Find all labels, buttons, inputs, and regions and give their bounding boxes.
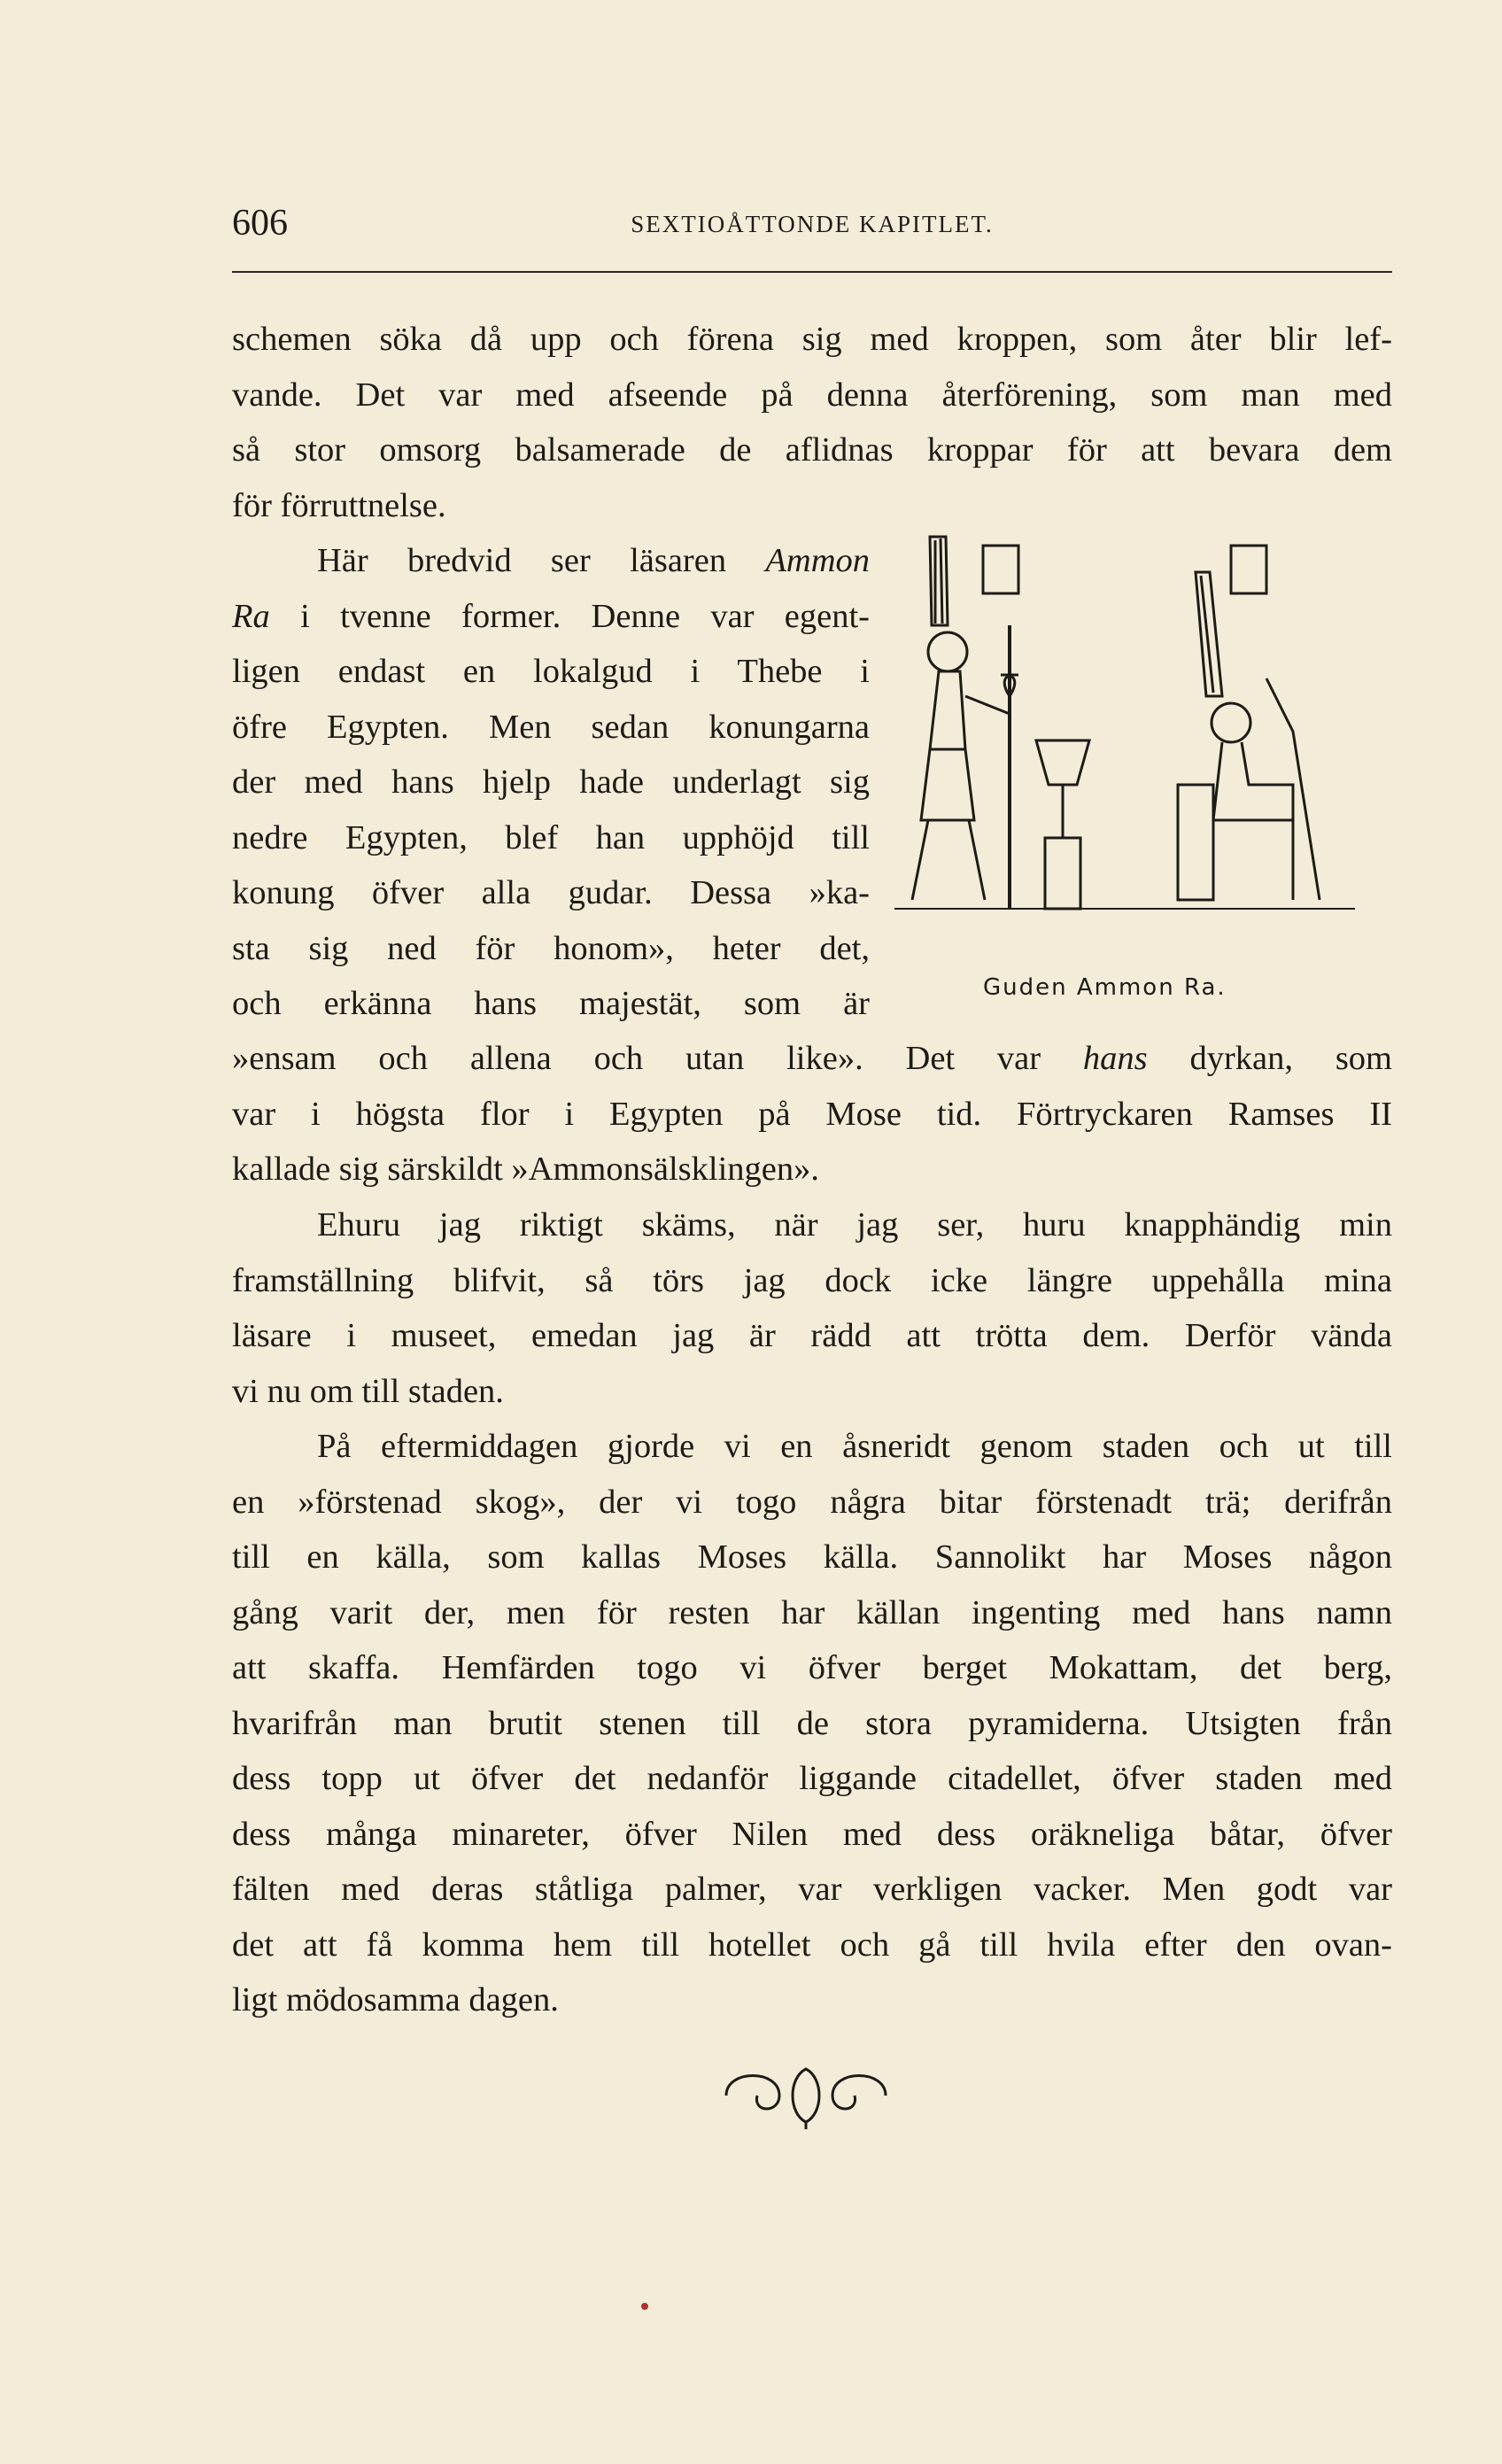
text-line: för förruttnelse. bbox=[232, 486, 446, 524]
text-line: en »förstenad skog», der vi togo några bitar förstenadt trä; derifrån bbox=[232, 1483, 1392, 1521]
text-line: dess topp ut öfver det nedanför liggande citadellet, öfver staden med bbox=[232, 1760, 1392, 1797]
running-head bbox=[232, 202, 1392, 255]
ink-speck bbox=[641, 2303, 648, 2310]
paragraph-3 bbox=[232, 1197, 1392, 1419]
text-line: vi nu om till staden. bbox=[232, 1372, 504, 1410]
text-line: gång varit der, men för resten har källan ingenting med hans namn bbox=[232, 1593, 1392, 1631]
text-line: dess många minareter, öfver Nilen med dess oräkneliga båtar, öfver bbox=[232, 1815, 1392, 1853]
text-line: det att få komma hem till hotellet och gå till hvila efter den ovan- bbox=[232, 1925, 1392, 1964]
paragraph-4 bbox=[232, 1419, 1392, 2028]
text-line: ligen endast en lokalgud i Thebe i bbox=[232, 653, 870, 690]
text-line: sta sig ned för honom», heter det, bbox=[232, 929, 870, 967]
figure-caption: Guden Ammon Ra. bbox=[983, 974, 1227, 1001]
text-line: öfre Egypten. Men sedan konungarna bbox=[232, 708, 870, 746]
text-line: Ra i tvenne former. Denne var egent- bbox=[232, 597, 870, 635]
hieroglyph-cartouche-left bbox=[983, 546, 1018, 593]
text-line: läsare i museet, emedan jag är rädd att trötta dem. Derför vända bbox=[232, 1317, 1392, 1354]
page-number: 606 bbox=[232, 203, 288, 244]
text-line: var i högsta flor i Egypten på Mose tid. Förtryckaren Ramses II bbox=[232, 1095, 1392, 1133]
chapter-title: SEXTIOÅTTONDE KAPITLET. bbox=[631, 211, 994, 237]
paragraph-1 bbox=[232, 312, 1392, 533]
text-line: schemen söka då upp och förena sig med kroppen, som åter blir lef- bbox=[232, 321, 1392, 358]
text-line: nedre Egypten, blef han upphöjd till bbox=[232, 818, 870, 856]
text-line: hvarifrån man brutit stenen till de stora pyramiderna. Utsigten från bbox=[232, 1704, 1392, 1742]
text-line: der med hans hjelp hade underlagt sig bbox=[232, 763, 870, 801]
decorative-ornament-icon bbox=[708, 2060, 903, 2131]
text-line: så stor omsorg balsamerade de aflidnas kroppar för att bevara dem bbox=[232, 431, 1392, 469]
text-line: På eftermiddagen gjorde vi en åsneridt genom staden och ut till bbox=[317, 1428, 1392, 1465]
text-line: Här bredvid ser läsaren Ammon bbox=[317, 542, 870, 579]
text-line: och erkänna hans majestät, som är bbox=[232, 985, 870, 1022]
text-line: framställning blifvit, så törs jag dock icke längre uppehålla mina bbox=[232, 1261, 1392, 1299]
text-line: kallade sig särskildt »Ammonsälsklingen». bbox=[232, 1151, 819, 1188]
ammon-ra-illustration bbox=[877, 519, 1373, 944]
header-rule bbox=[232, 271, 1392, 273]
paragraph-2-full bbox=[232, 1031, 1392, 1197]
text-line: att skaffa. Hemfärden togo vi öfver berget Mokattam, det berg, bbox=[232, 1649, 1392, 1686]
text-line: till en källa, som kallas Moses källa. Sannolikt har Moses någon bbox=[232, 1538, 1392, 1576]
hieroglyph-cartouche-right bbox=[1231, 546, 1266, 593]
text-line: konung öfver alla gudar. Dessa »ka- bbox=[232, 874, 870, 911]
paragraph-2-narrow bbox=[232, 533, 870, 1032]
text-line: Ehuru jag riktigt skäms, när jag ser, huru knapphändig min bbox=[317, 1206, 1392, 1244]
text-line: »ensam och allena och utan like». Det var hans dyrkan, som bbox=[232, 1040, 1392, 1077]
text-line: vande. Det var med afseende på denna återförening, som man med bbox=[232, 376, 1392, 414]
text-line: ligt mödosamma dagen. bbox=[232, 1981, 559, 2018]
text-line: fälten med deras ståtliga palmer, var verkligen vacker. Men godt var bbox=[232, 1871, 1392, 1908]
